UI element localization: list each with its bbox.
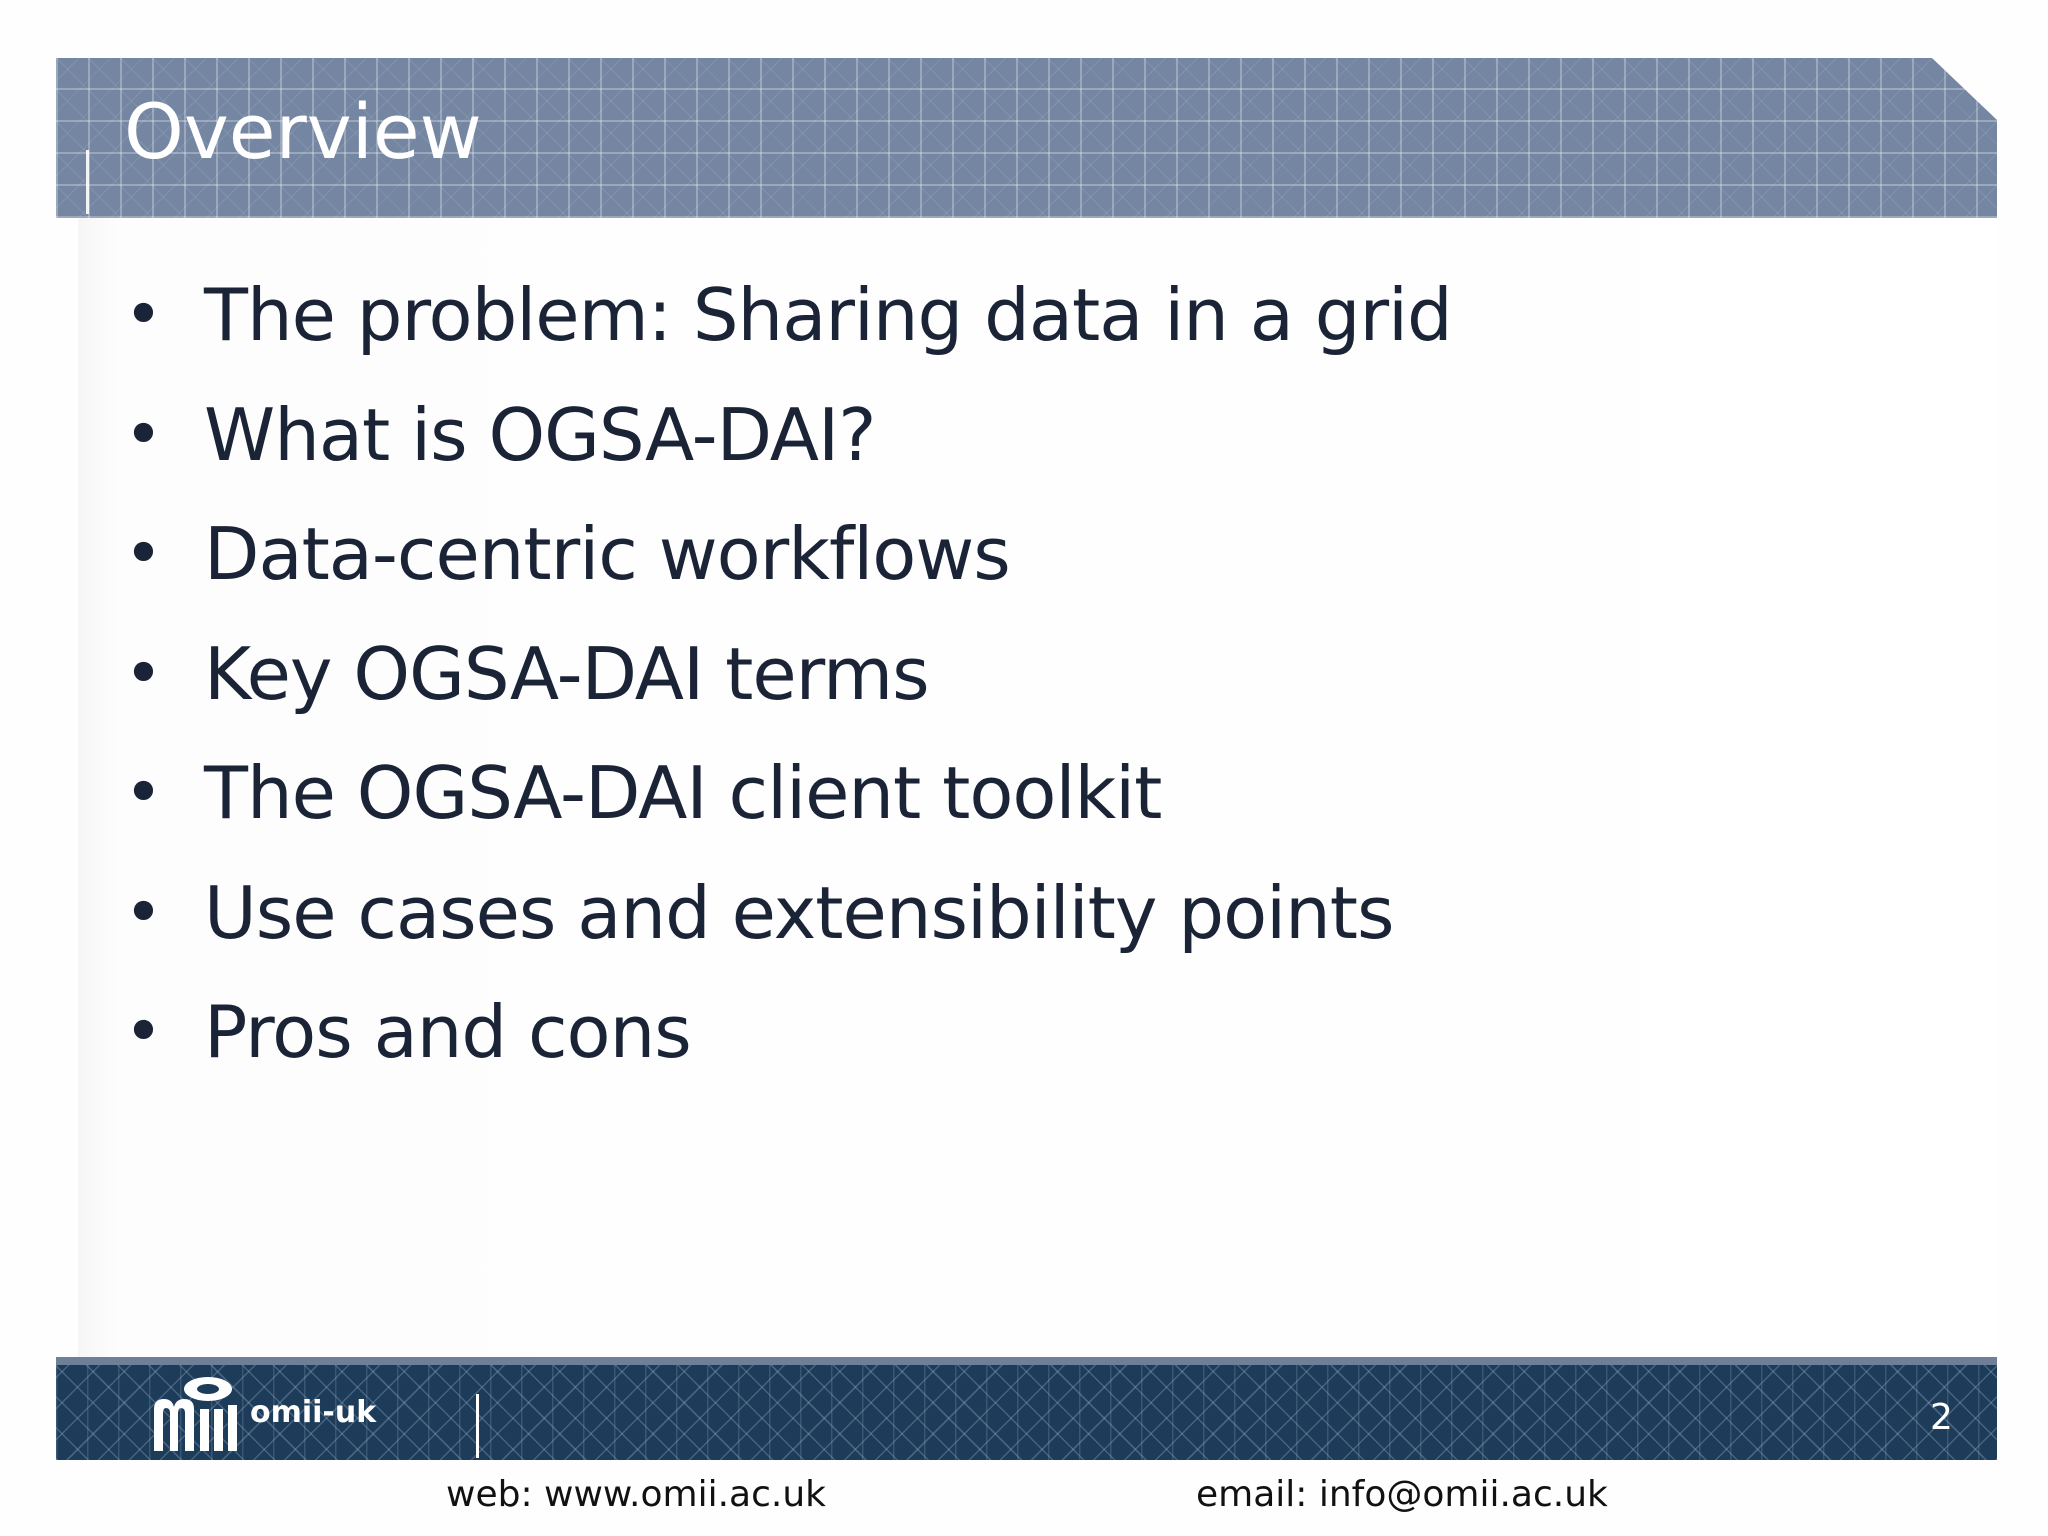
logo-wordmark: omii-uk bbox=[250, 1395, 377, 1430]
bullet-item bbox=[124, 504, 1452, 624]
bullet-item bbox=[124, 265, 1452, 385]
bullet-marker: • bbox=[124, 515, 163, 592]
bullet-marker: • bbox=[124, 634, 163, 712]
bullet-text: What is OGSA-DAI? bbox=[204, 392, 876, 477]
bullet-marker: • bbox=[124, 754, 163, 831]
omii-logo-icon bbox=[150, 1373, 240, 1453]
footer-top-rule bbox=[56, 1357, 1997, 1365]
bullet-text: The OGSA-DAI client toolkit bbox=[204, 751, 1162, 835]
bullet-marker: • bbox=[124, 873, 163, 951]
bullet-text: Key OGSA-DAI terms bbox=[204, 631, 929, 716]
bullet-marker: • bbox=[124, 276, 163, 353]
footer-divider bbox=[476, 1394, 479, 1458]
bullet-marker: • bbox=[124, 395, 163, 473]
bullet-list bbox=[124, 265, 1452, 1102]
bullet-item bbox=[124, 982, 1452, 1102]
bullet-marker: • bbox=[124, 993, 163, 1070]
bullet-text: Pros and cons bbox=[204, 990, 691, 1074]
bullet-item bbox=[124, 385, 1452, 505]
slide-title: Overview bbox=[124, 87, 482, 176]
bullet-item bbox=[124, 743, 1452, 863]
bullet-text: Use cases and extensibility points bbox=[204, 870, 1394, 955]
web-address: web: www.omii.ac.uk bbox=[446, 1474, 826, 1515]
bullet-text: Data-centric workflows bbox=[204, 512, 1010, 596]
header-divider bbox=[86, 150, 89, 214]
bullet-item bbox=[124, 863, 1452, 983]
bullet-item bbox=[124, 624, 1452, 744]
page-number: 2 bbox=[1930, 1397, 1953, 1438]
email-address: email: info@omii.ac.uk bbox=[1196, 1474, 1608, 1515]
bullet-text: The problem: Sharing data in a grid bbox=[204, 273, 1452, 357]
